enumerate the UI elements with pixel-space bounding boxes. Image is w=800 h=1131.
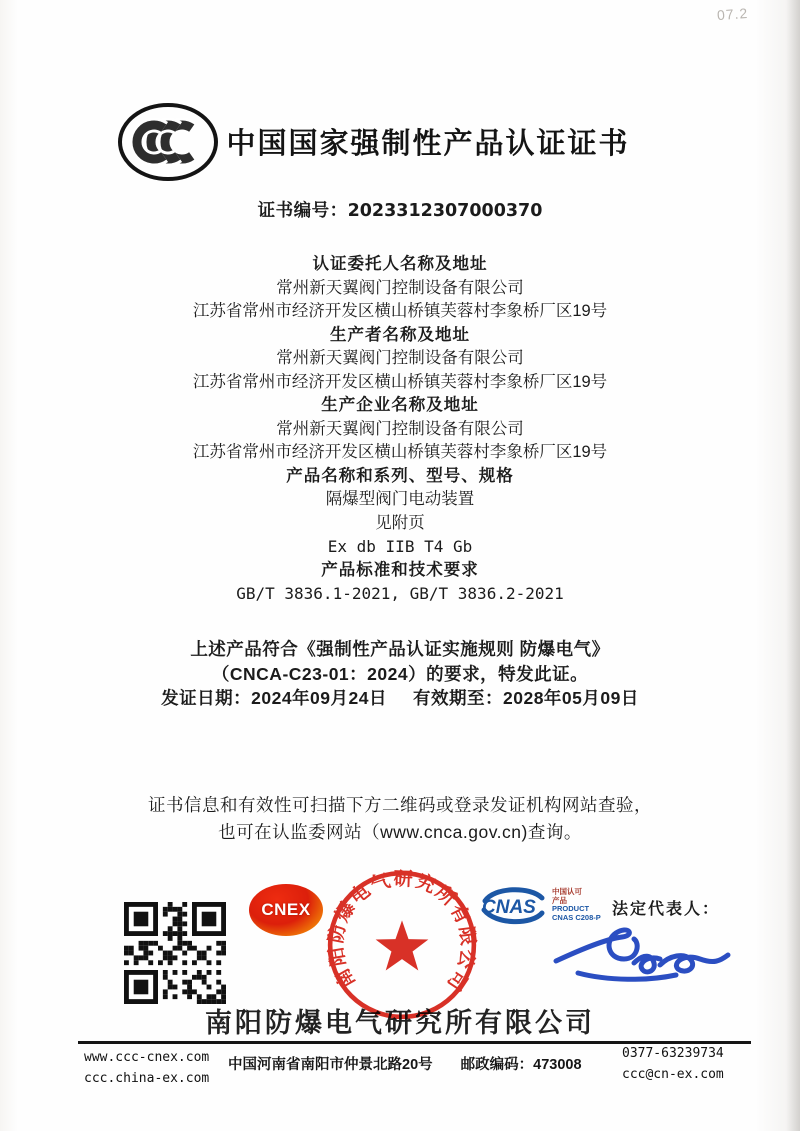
ccc-mark-icon xyxy=(116,100,220,189)
handwritten-corner-note: 07.2 xyxy=(716,4,749,24)
footer-contact-block xyxy=(622,1043,724,1085)
footer-email: ccc@cn-ex.com xyxy=(622,1067,724,1082)
section-producer-heading: 生产者名称及地址 xyxy=(330,325,470,344)
issue-date-value: 2024年09月24日 xyxy=(251,688,387,708)
notice-line2: 也可在认监委网站（www.cnca.gov.cn)查询。 xyxy=(218,822,582,842)
producer-address: 江苏省常州市经济开发区横山桥镇芙蓉村李象桥厂区19号 xyxy=(192,372,608,391)
footer-websites xyxy=(84,1047,209,1089)
cnas-caption-cn2: 产品 xyxy=(552,895,567,905)
legal-representative-label: 法定代表人： xyxy=(612,901,721,918)
section-product-heading: 产品名称和系列、型号、规格 xyxy=(286,466,514,485)
conformity-statement xyxy=(0,637,800,711)
section-applicant-heading: 认证委托人名称及地址 xyxy=(312,255,488,273)
statement-line2: （CNCA-C23-01：2024）的要求，特发此证。 xyxy=(211,663,589,684)
footer-address-block xyxy=(228,1053,582,1074)
qr-code xyxy=(124,902,226,1009)
svg-text:CNAS: CNAS xyxy=(482,897,536,918)
valid-until-value: 2028年05月09日 xyxy=(503,688,639,708)
dates-line xyxy=(0,686,800,711)
stamp-circular-text: 南阳防爆电气研究所有限公司 xyxy=(325,868,479,996)
issuer-company-name: 南阳防爆电气研究所有限公司 xyxy=(205,1008,595,1038)
footer-phone: 0377-63239734 xyxy=(622,1046,724,1061)
factory-name: 常州新天翼阀门控制设备有限公司 xyxy=(276,419,524,438)
certificate-body xyxy=(0,253,800,606)
certificate-number-line xyxy=(0,197,800,222)
product-see-attached: 见附页 xyxy=(375,513,425,532)
certificate-title: 中国国家强制性产品认证证书 xyxy=(226,128,630,160)
section-factory-heading: 生产企业名称及地址 xyxy=(321,396,479,414)
footer-website-2: ccc.china-ex.com xyxy=(84,1071,210,1086)
cnas-swoosh-icon xyxy=(478,884,548,926)
producer-name: 常州新天翼阀门控制设备有限公司 xyxy=(276,349,524,367)
cnas-caption-code: CNAS C208-P xyxy=(552,912,601,922)
section-standard-heading: 产品标准和技术要求 xyxy=(321,560,479,579)
cnas-caption-cn1: 中国认可 xyxy=(552,887,582,896)
applicant-name: 常州新天翼阀门控制设备有限公司 xyxy=(276,278,524,297)
stamp-star-icon xyxy=(376,920,429,970)
cnex-logo xyxy=(249,884,323,936)
company-seal-stamp xyxy=(325,868,479,1027)
standard-codes: GB/T 3836.1-2021, GB/T 3836.2-2021 xyxy=(236,584,564,603)
notice-line1: 证书信息和有效性可扫描下方二维码或登录发证机构网站查验， xyxy=(148,795,652,815)
certificate-number-label: 证书编号： xyxy=(257,200,348,220)
legal-representative-signature xyxy=(548,903,738,1000)
factory-address: 江苏省常州市经济开发区横山桥镇芙蓉村李象桥厂区19号 xyxy=(192,443,608,461)
statement-line1: 上述产品符合《强制性产品认证实施规则 防爆电气》 xyxy=(190,639,610,659)
footer-postal: 邮政编码：473008 xyxy=(460,1057,582,1073)
applicant-address: 江苏省常州市经济开发区横山桥镇芙蓉村李象桥厂区19号 xyxy=(192,302,608,320)
cnas-caption-en: PRODUCT xyxy=(552,904,590,913)
product-name: 隔爆型阀门电动装置 xyxy=(325,490,475,508)
ex-marking: Ex db IIB T4 Gb xyxy=(327,537,473,556)
footer-address: 中国河南省南阳市仲景北路20号 xyxy=(228,1057,433,1073)
cnex-logo-label: CNEX xyxy=(261,900,311,919)
verification-notice xyxy=(0,792,800,846)
certificate-number-value: 2023312307000370 xyxy=(347,201,543,221)
issue-date-label: 发证日期： xyxy=(161,688,252,708)
footer-website-1: www.ccc-cnex.com xyxy=(84,1050,210,1065)
valid-until-label: 有效期至： xyxy=(413,688,503,708)
